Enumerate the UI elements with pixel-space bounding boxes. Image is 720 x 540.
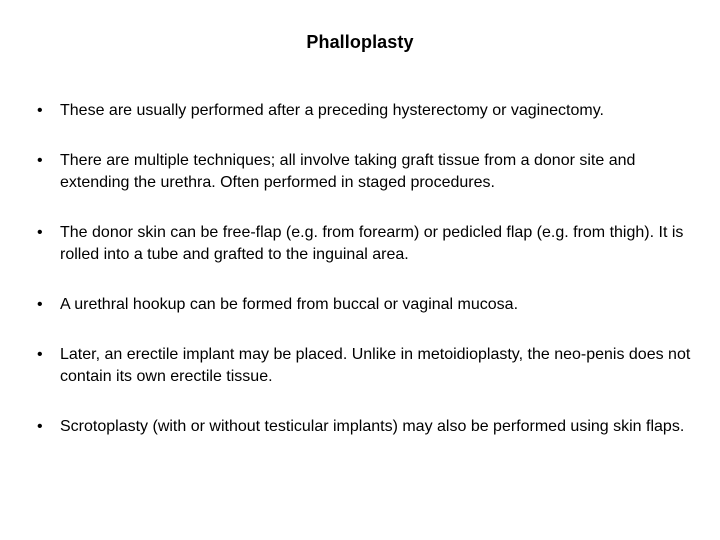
bullet-icon: • xyxy=(37,296,43,313)
bullet-icon: • xyxy=(37,152,43,169)
bullet-item xyxy=(37,294,697,316)
bullet-text: Later, an erectile implant may be placed. Unlike in metoidioplasty, the neo-penis does not contain its own erectile tissue. xyxy=(60,346,691,385)
bullet-item xyxy=(37,100,697,122)
bullet-icon: • xyxy=(37,224,43,241)
bullet-text: A urethral hookup can be formed from buccal or vaginal mucosa. xyxy=(60,296,519,313)
bullet-icon: • xyxy=(37,102,43,119)
bullet-icon: • xyxy=(37,418,43,435)
bullet-item xyxy=(37,150,697,194)
bullet-item xyxy=(37,344,697,388)
bullet-item xyxy=(37,416,697,438)
bullet-text: Scrotoplasty (with or without testicular implants) may also be performed using skin flaps. xyxy=(60,418,685,435)
bullet-item xyxy=(37,222,697,266)
slide-title: Phalloplasty xyxy=(306,32,414,52)
bullet-list xyxy=(37,100,697,466)
bullet-text: There are multiple techniques; all involve taking graft tissue from a donor site and extending the urethra. Often performed in staged procedures. xyxy=(60,152,636,191)
bullet-icon: • xyxy=(37,346,43,363)
bullet-text: These are usually performed after a preceding hysterectomy or vaginectomy. xyxy=(60,102,604,119)
bullet-text: The donor skin can be free-flap (e.g. from forearm) or pedicled flap (e.g. from thigh). It is rolled into a tube and grafted to the inguinal area. xyxy=(60,224,684,263)
